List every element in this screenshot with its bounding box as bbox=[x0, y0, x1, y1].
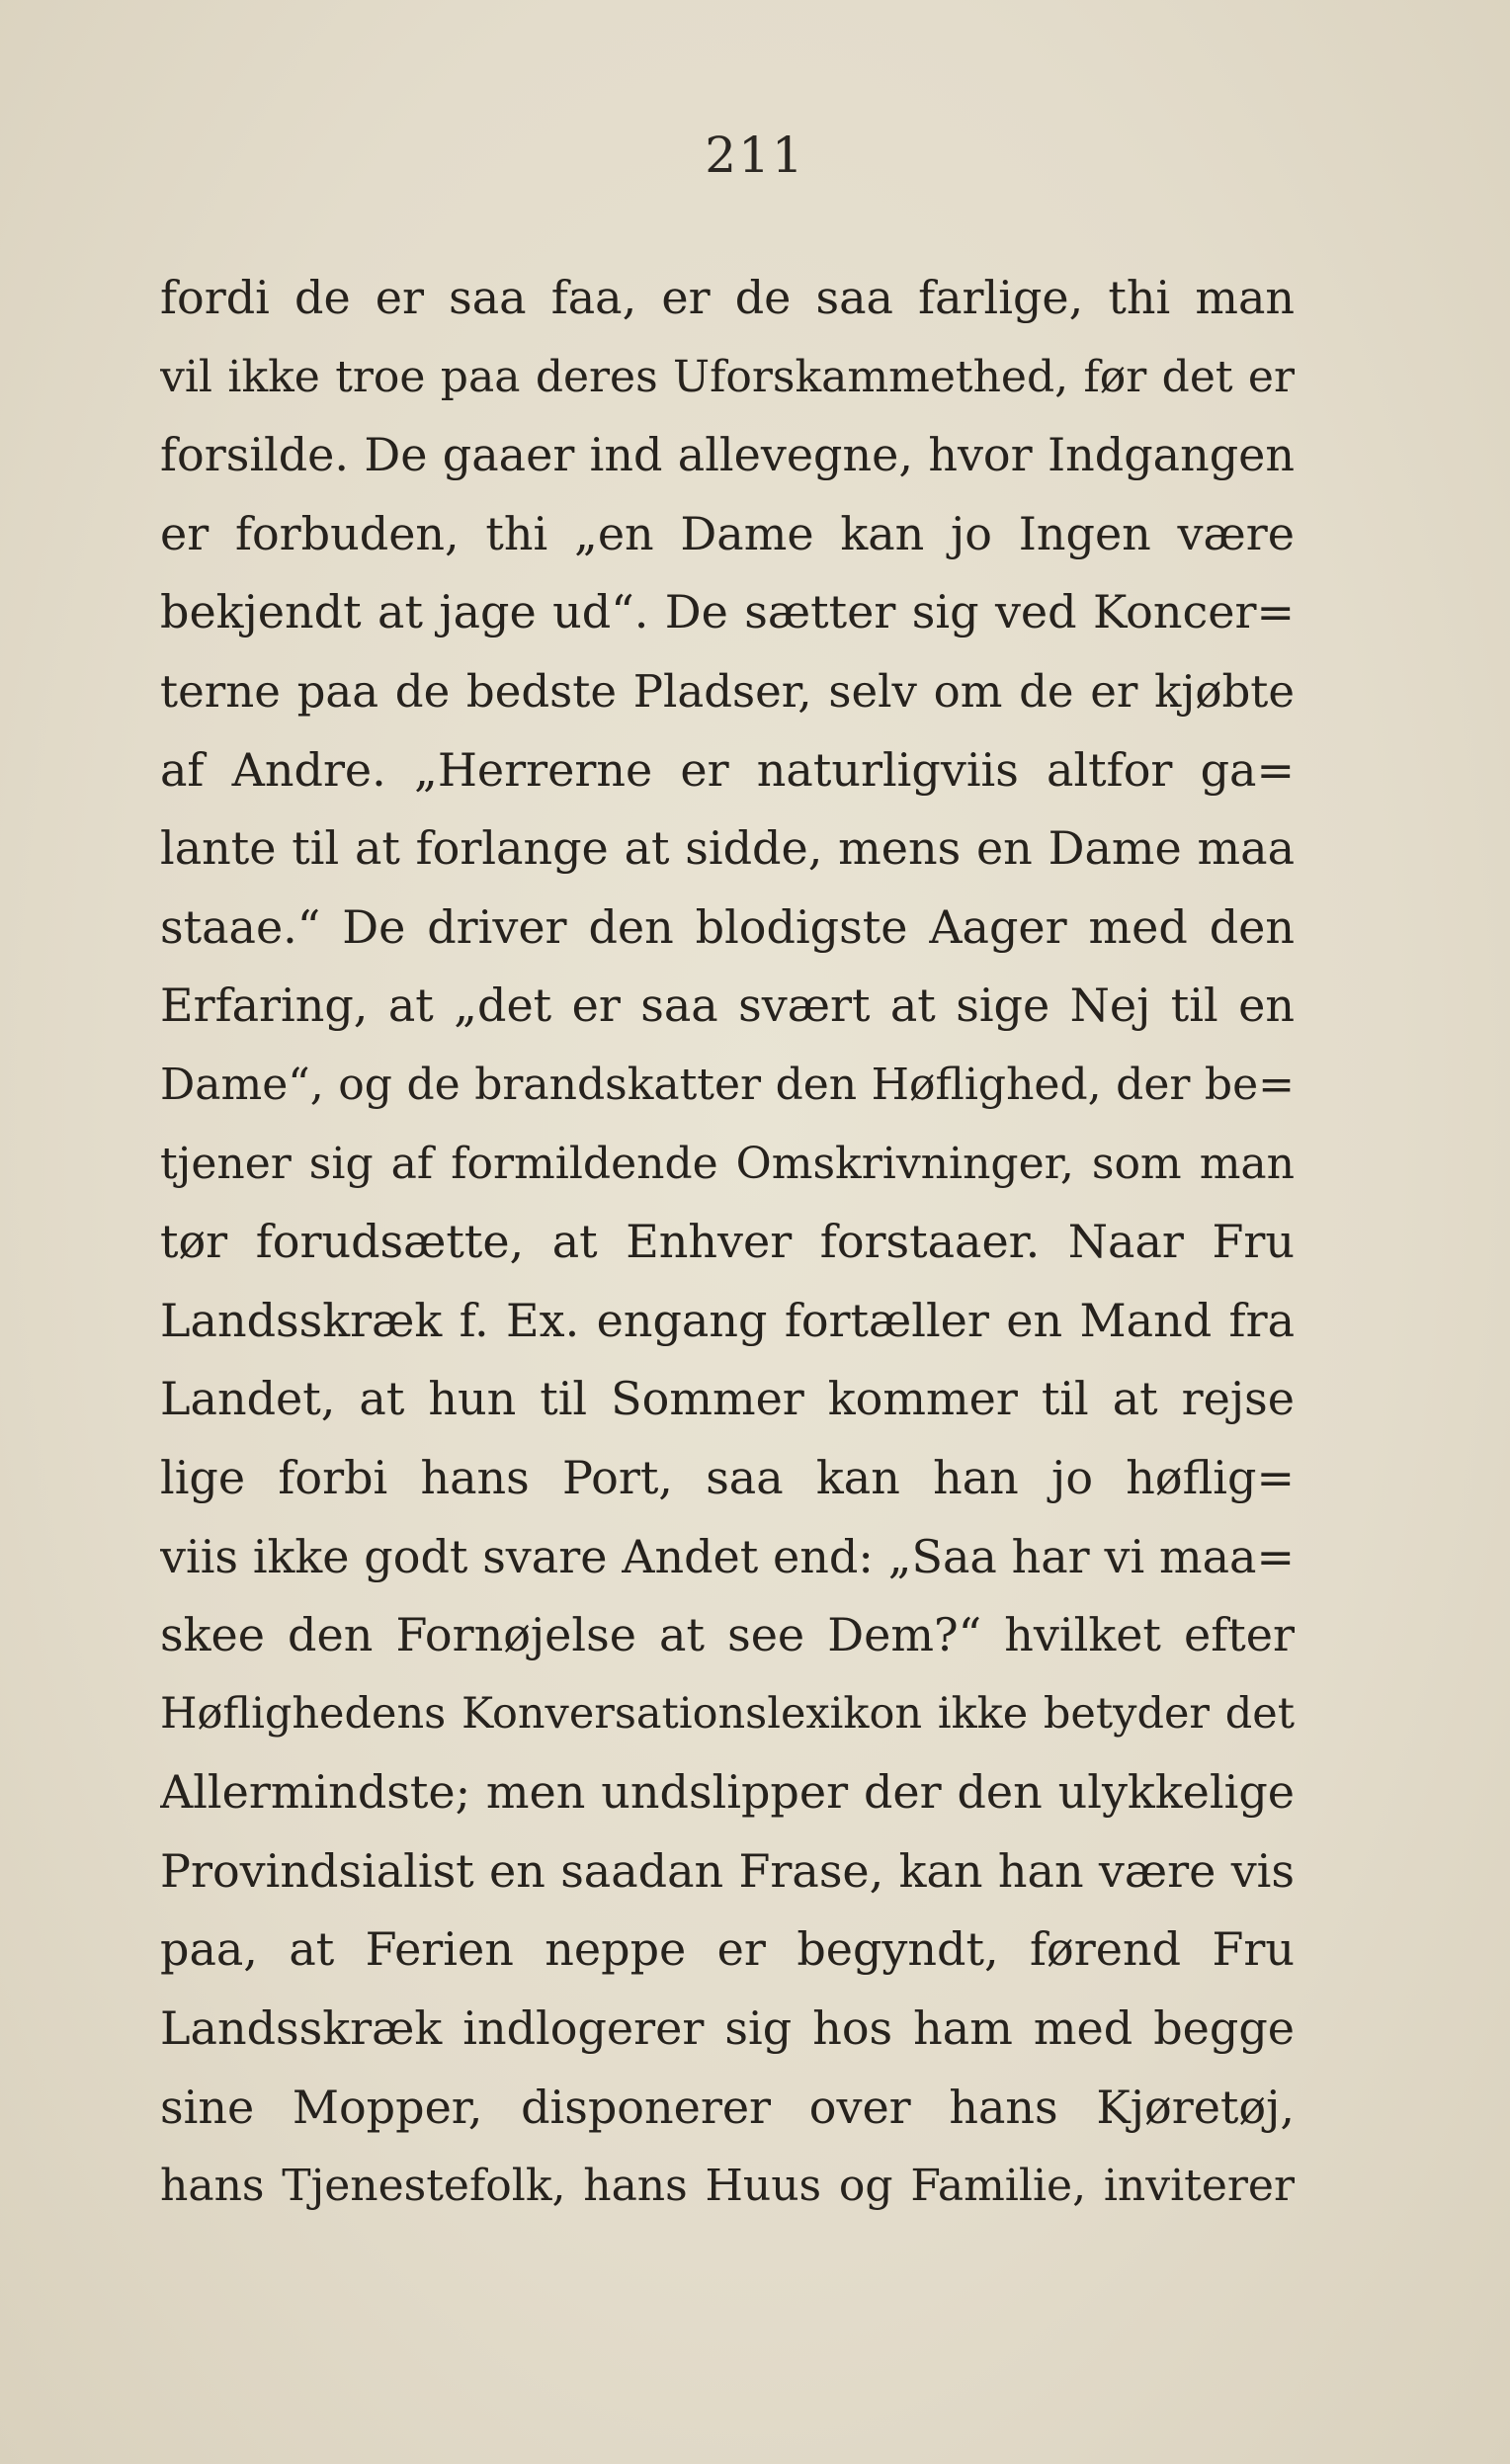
text-line: Erfaring, at „det er saa svært at sige Nej til en bbox=[160, 978, 1295, 1033]
page-number: 211 bbox=[705, 127, 805, 184]
text-line: viis ikke godt svare Andet end: „Saa har vi maa= bbox=[160, 1529, 1295, 1583]
text-line: paa, at Ferien neppe er begyndt, førend Fru bbox=[160, 1922, 1295, 1977]
text-line: skee den Fornøjelse at see Dem?“ hvilket efter bbox=[160, 1608, 1295, 1662]
text-line: tør forudsætte, at Enhver forstaaer. Naar Fru bbox=[160, 1215, 1295, 1269]
text-line: Dame“, og de brandskatter den Høflighed, der be= bbox=[160, 1059, 1295, 1110]
text-line: Landet, at hun til Sommer kommer til at rejse bbox=[160, 1372, 1295, 1426]
text-line: Provindsialist en saadan Frase, kan han være vis bbox=[160, 1843, 1295, 1898]
text-line: Landsskræk indlogerer sig hos ham med begge bbox=[160, 2001, 1295, 2056]
text-line: Landsskræk f. Ex. engang fortæller en Mand fra bbox=[160, 1293, 1295, 1347]
text-line: lante til at forlange at sidde, mens en Dame maa bbox=[160, 821, 1295, 876]
body-text bbox=[160, 259, 1295, 2226]
text-line: er forbuden, thi „en Dame kan jo Ingen være bbox=[160, 506, 1295, 560]
text-line: hans Tjenestefolk, hans Huus og Familie, inviterer bbox=[160, 2161, 1295, 2212]
text-line: af Andre. „Herrerne er naturligviis altfor ga= bbox=[160, 742, 1295, 797]
text-line: Allermindste; men undslipper der den ulykkelige bbox=[160, 1765, 1295, 1820]
text-line: fordi de er saa faa, er de saa farlige, thi man bbox=[160, 271, 1295, 324]
text-line: lige forbi hans Port, saa kan han jo høflig= bbox=[160, 1450, 1295, 1504]
text-line: forsilde. De gaaer ind allevegne, hvor Indgangen bbox=[160, 428, 1295, 482]
text-line: tjener sig af formildende Omskrivninger, som man bbox=[160, 1138, 1295, 1189]
text-line: staae.“ De driver den blodigste Aager med den bbox=[160, 899, 1295, 954]
text-line: sine Mopper, disponerer over hans Kjøretøj, bbox=[160, 2080, 1295, 2134]
text-line: terne paa de bedste Pladser, selv om de er kjøbte bbox=[160, 664, 1295, 718]
text-line: vil ikke troe paa deres Uforskammethed, før det er bbox=[160, 351, 1295, 402]
text-line: Høflighedens Konversationslexikon ikke betyder det bbox=[160, 1688, 1295, 1739]
text-line: bekjendt at jage ud“. De sætter sig ved Koncer= bbox=[160, 585, 1295, 639]
